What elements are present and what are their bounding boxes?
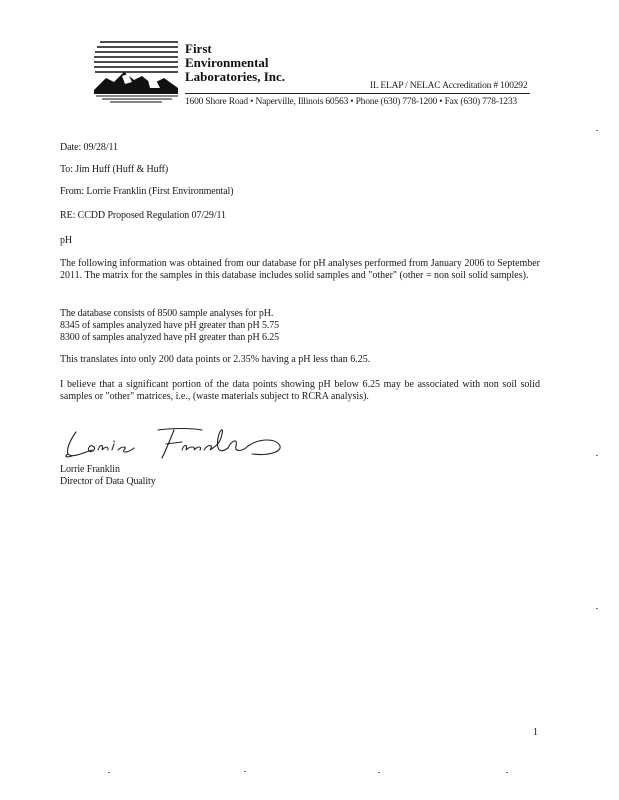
accreditation-number: IL ELAP / NELAC Accreditation # 100292	[370, 81, 528, 91]
letterhead-divider	[185, 93, 530, 94]
scan-speck	[506, 772, 508, 773]
body-paragraph-summary: This translates into only 200 data points or 2.35% having a pH less than 6.25.	[60, 354, 371, 365]
handwritten-signature	[62, 420, 287, 465]
stat-line-ph-575: 8345 of samples analyzed have pH greater than pH 5.75	[60, 320, 280, 331]
signer-name: Lorrie Franklin	[60, 464, 120, 475]
memo-subject: pH	[60, 235, 73, 246]
company-name	[185, 42, 285, 84]
memo-date: Date: 09/28/11	[60, 142, 118, 153]
company-address: 1600 Shore Road • Naperville, Illinois 60563 • Phone (630) 778-1200 • Fax (630) 778-1233	[185, 97, 517, 107]
scan-speck	[596, 455, 598, 456]
stat-line-ph-625: 8300 of samples analyzed have pH greater than pH 6.25	[60, 332, 280, 343]
scan-speck	[244, 771, 246, 772]
body-paragraph-conclusion: I believe that a significant portion of the data points showing pH below 6.25 may be associated with non soil solid samples or "other" matrices, i.e., (waste materials subject to RCRA analysis).	[60, 379, 540, 402]
stat-line-total: The database consists of 8500 sample analyses for pH.	[60, 308, 274, 319]
memo-re: RE: CCDD Proposed Regulation 07/29/11	[60, 210, 226, 221]
scan-speck	[108, 772, 110, 773]
company-logo	[92, 38, 184, 104]
company-name-line3: Laboratories, Inc.	[185, 69, 286, 84]
body-paragraph-intro: The following information was obtained from our database for pH analyses performed from January 2006 to September 2011. The matrix for the samples in this database includes solid samples and "other" (other = non soil solid samples).	[60, 258, 540, 281]
scan-speck	[378, 772, 380, 773]
company-name-line2: Environmental	[185, 55, 269, 70]
company-name-line1: First	[185, 41, 212, 56]
scan-speck	[596, 130, 598, 131]
memo-to: To: Jim Huff (Huff & Huff)	[60, 164, 169, 175]
page-number: 1	[533, 727, 538, 738]
signer-title: Director of Data Quality	[60, 476, 156, 487]
scan-speck	[596, 608, 598, 609]
memo-from: From: Lorrie Franklin (First Environmental)	[60, 186, 234, 197]
